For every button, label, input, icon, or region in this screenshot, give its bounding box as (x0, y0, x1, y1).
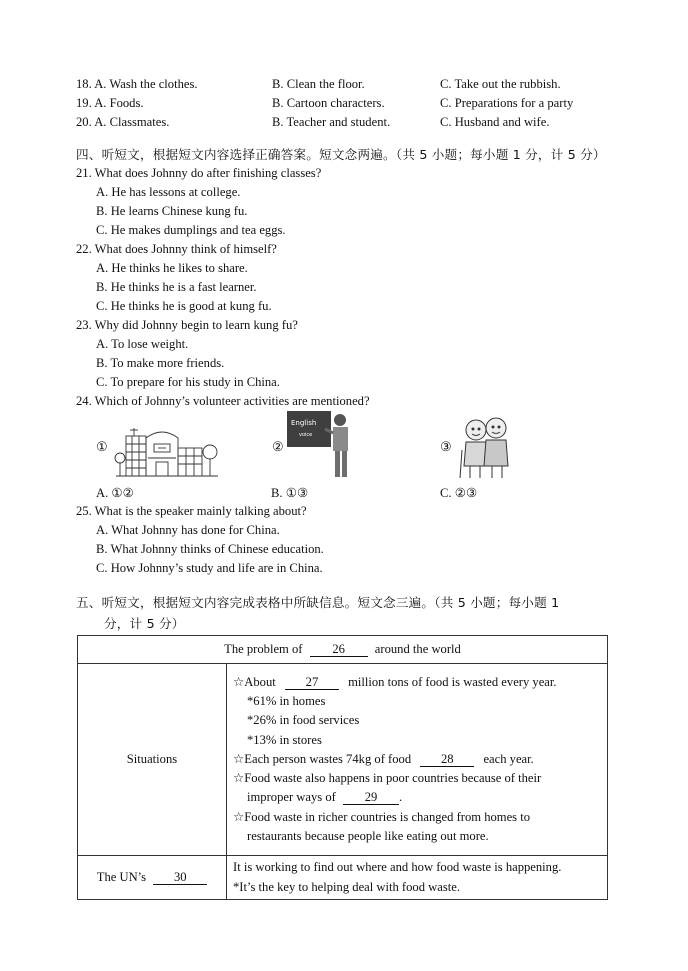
situation-line-5 (233, 750, 601, 769)
table-title-prefix: The problem of (224, 642, 303, 656)
food-waste-table (77, 635, 608, 900)
table-title-suffix: around the world (374, 642, 461, 656)
situation-line-6: ☆Food waste also happens in poor countries because of their (233, 771, 542, 786)
situation-line-1 (233, 673, 601, 692)
situation-line-9: restaurants because people like eating out more. (247, 829, 489, 844)
q22-option-c: C. He thinks he is good at kung fu. (96, 299, 272, 313)
board-text-voice: voice (299, 432, 313, 438)
situation-line-8: ☆Food waste in richer countries is changed from homes to (233, 809, 531, 824)
board-text-english: English (291, 419, 317, 427)
q22-option-a: A. He thinks he likes to share. (96, 261, 248, 275)
situation-5-suffix: each year. (483, 751, 534, 766)
q24-option-c: C. ②③ (440, 486, 478, 500)
q19-option-c: C. Preparations for a party (440, 96, 574, 110)
section-5-heading-line2: 分，计 5 分） (104, 616, 185, 631)
q21-option-b: B. He learns Chinese kung fu. (96, 204, 248, 218)
blank-29: 29 (343, 791, 399, 805)
situations-content-cell (227, 664, 608, 856)
situations-label: Situations (126, 752, 178, 766)
un-line-2: *It’s the key to helping deal with food waste. (233, 879, 460, 894)
q22-stem: 22. What does Johnny think of himself? (76, 242, 277, 256)
blank-28: 28 (420, 753, 474, 767)
q25-option-c: C. How Johnny’s study and life are in China. (96, 561, 323, 575)
elderly-couple-illustration (458, 414, 514, 480)
picture-3-mark: ③ (440, 439, 452, 454)
blank-30: 30 (153, 871, 207, 885)
q24-option-a: A. ①② (96, 486, 134, 500)
question-18 (76, 77, 636, 96)
q20-option-c: C. Husband and wife. (440, 115, 550, 129)
q18-option-b: B. Clean the floor. (272, 77, 365, 91)
situation-line-4: *13% in stores (247, 732, 322, 747)
blank-27: 27 (285, 676, 339, 690)
situation-line-3: *26% in food services (247, 713, 360, 728)
un-label: The UN’s (96, 870, 147, 884)
q23-option-c: C. To prepare for his study in China. (96, 375, 280, 389)
section-4-heading: 四、听短文，根据短文内容选择正确答案。短文念两遍。（共 5 小题；每小题 1 分，计 5 分） (76, 147, 606, 162)
q25-stem: 25. What is the speaker mainly talking about? (76, 504, 307, 518)
blank-26: 26 (310, 643, 368, 657)
un-label-cell (78, 856, 227, 900)
un-content-cell (227, 856, 608, 900)
q25-option-a: A. What Johnny has done for China. (96, 523, 280, 537)
un-line-1: It is working to find out where and how food waste is happening. (233, 860, 562, 875)
q23-option-b: B. To make more friends. (96, 356, 225, 370)
q23-option-a: A. To lose weight. (96, 337, 189, 351)
situation-line-2: *61% in homes (247, 693, 326, 708)
situation-line-7 (233, 788, 601, 807)
q23-stem: 23. Why did Johnny begin to learn kung fu? (76, 318, 298, 332)
q22-option-b: B. He thinks he is a fast learner. (96, 280, 257, 294)
q19-option-b: B. Cartoon characters. (272, 96, 385, 110)
picture-2-mark: ② (272, 439, 284, 454)
q18-option-a: 18. A. Wash the clothes. (76, 77, 198, 91)
q20-option-a: 20. A. Classmates. (76, 115, 170, 129)
question-19 (76, 96, 636, 115)
q19-option-a: 19. A. Foods. (76, 96, 144, 110)
q21-stem: 21. What does Johnny do after finishing classes? (76, 166, 322, 180)
picture-1-mark: ① (96, 439, 108, 454)
situation-5-prefix: ☆Each person wastes 74kg of food (233, 751, 412, 766)
situation-1-prefix: ☆About (233, 674, 276, 689)
table-title-cell (78, 636, 608, 664)
situation-7-suffix: . (399, 790, 403, 805)
situations-label-cell (78, 664, 227, 856)
question-20 (76, 115, 636, 134)
teacher-blackboard-illustration (287, 411, 359, 481)
q21-option-c: C. He makes dumplings and tea eggs. (96, 223, 286, 237)
q20-option-b: B. Teacher and student. (272, 115, 391, 129)
q21-option-a: A. He has lessons at college. (96, 185, 241, 199)
situation-7-prefix: improper ways of (247, 790, 336, 805)
building-illustration (114, 418, 220, 480)
q25-option-b: B. What Johnny thinks of Chinese education. (96, 542, 324, 556)
q24-stem: 24. Which of Johnny’s volunteer activities are mentioned? (76, 394, 370, 408)
situation-1-suffix: million tons of food is wasted every year. (348, 674, 557, 689)
q24-option-b: B. ①③ (271, 486, 309, 500)
section-5-heading-line1: 五、听短文，根据短文内容完成表格中所缺信息。短文念三遍。（共 5 小题；每小题 1 (76, 595, 560, 610)
q18-option-c: C. Take out the rubbish. (440, 77, 561, 91)
